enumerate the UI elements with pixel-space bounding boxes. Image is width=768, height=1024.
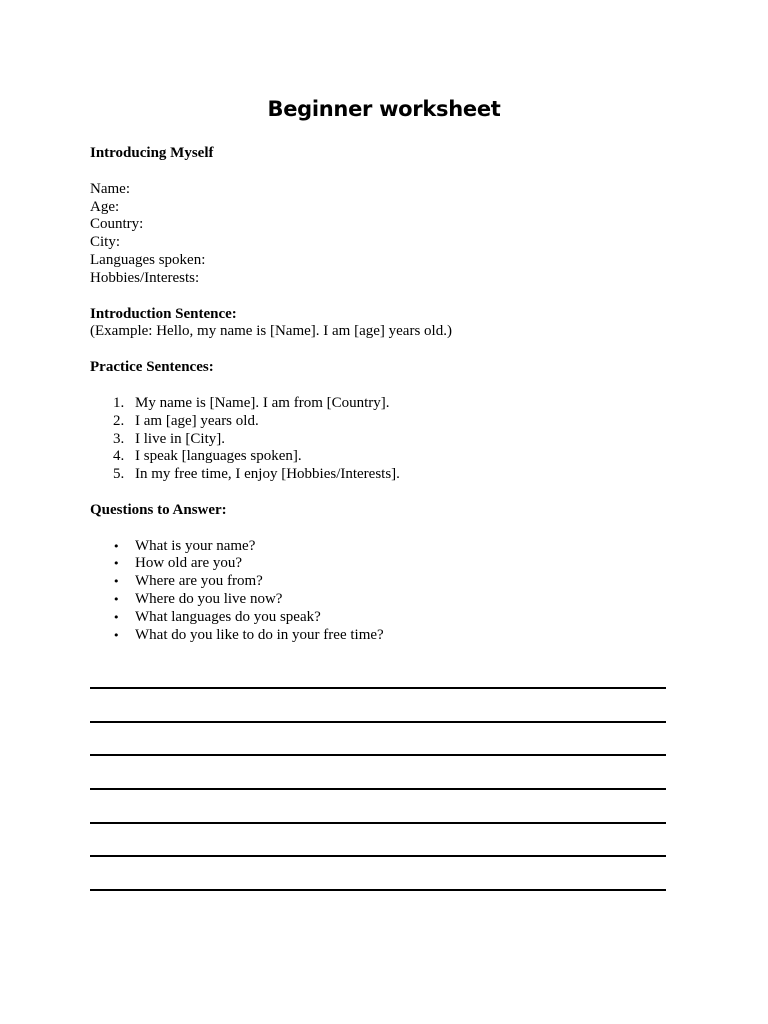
bullet-icon: • — [113, 628, 120, 642]
list-item — [90, 466, 690, 484]
answer-line — [90, 788, 666, 790]
personal-fields — [90, 181, 690, 288]
answer-line — [90, 822, 666, 824]
answer-line — [90, 889, 666, 891]
list-number: 1. — [113, 394, 125, 411]
list-item — [90, 431, 690, 449]
practice-sentence: My name is [Name]. I am from [Country]. — [135, 394, 390, 411]
list-item — [90, 573, 690, 591]
answer-line — [90, 855, 666, 857]
list-item — [90, 591, 690, 609]
questions-list — [90, 538, 690, 645]
bullet-icon: • — [113, 610, 120, 624]
bullet-icon: • — [113, 593, 120, 607]
question-text: Where do you live now? — [135, 591, 283, 608]
list-item — [90, 538, 690, 556]
list-item — [90, 609, 690, 627]
field-age: Age: — [90, 198, 120, 215]
questions-heading: Questions to Answer: — [90, 501, 227, 518]
practice-heading: Practice Sentences: — [90, 359, 214, 376]
spacer — [90, 341, 690, 359]
field-name: Name: — [90, 180, 130, 197]
list-number: 5. — [113, 466, 125, 483]
list-item — [90, 448, 690, 466]
list-number: 2. — [113, 412, 125, 429]
list-item — [90, 395, 690, 413]
question-text: What do you like to do in your free time? — [135, 626, 384, 643]
practice-sentence: I live in [City]. — [135, 430, 225, 447]
list-item — [90, 627, 690, 645]
page-title: Beginner worksheet — [267, 97, 501, 121]
intro-example: (Example: Hello, my name is [Name]. I am [age] years old.) — [90, 323, 452, 340]
bullet-icon: • — [113, 557, 120, 571]
list-item — [90, 555, 690, 573]
practice-list — [90, 395, 690, 484]
question-text: How old are you? — [135, 555, 243, 572]
spacer — [90, 484, 690, 502]
bullet-icon: • — [113, 539, 120, 553]
answer-line — [90, 721, 666, 723]
list-number: 3. — [113, 430, 125, 447]
spacer — [90, 520, 690, 538]
question-text: What languages do you speak? — [135, 608, 321, 625]
spacer — [90, 163, 690, 181]
list-item — [90, 413, 690, 431]
worksheet-body — [90, 145, 690, 645]
practice-sentence: I am [age] years old. — [135, 412, 259, 429]
answer-lines — [90, 673, 666, 923]
list-number: 4. — [113, 448, 125, 465]
field-country: Country: — [90, 216, 144, 233]
intro-heading: Introducing Myself — [90, 145, 214, 161]
question-text: What is your name? — [135, 537, 256, 554]
question-text: Where are you from? — [135, 573, 263, 590]
intro-sentence-heading: Introduction Sentence: — [90, 305, 237, 322]
answer-line — [90, 754, 666, 756]
field-hobbies: Hobbies/Interests: — [90, 269, 200, 286]
spacer — [90, 288, 690, 306]
answer-line — [90, 687, 666, 689]
spacer — [90, 377, 690, 395]
practice-sentence: In my free time, I enjoy [Hobbies/Interests]. — [135, 466, 400, 483]
field-city: City: — [90, 234, 121, 251]
field-languages: Languages spoken: — [90, 252, 206, 269]
bullet-icon: • — [113, 575, 120, 589]
practice-sentence: I speak [languages spoken]. — [135, 448, 302, 465]
